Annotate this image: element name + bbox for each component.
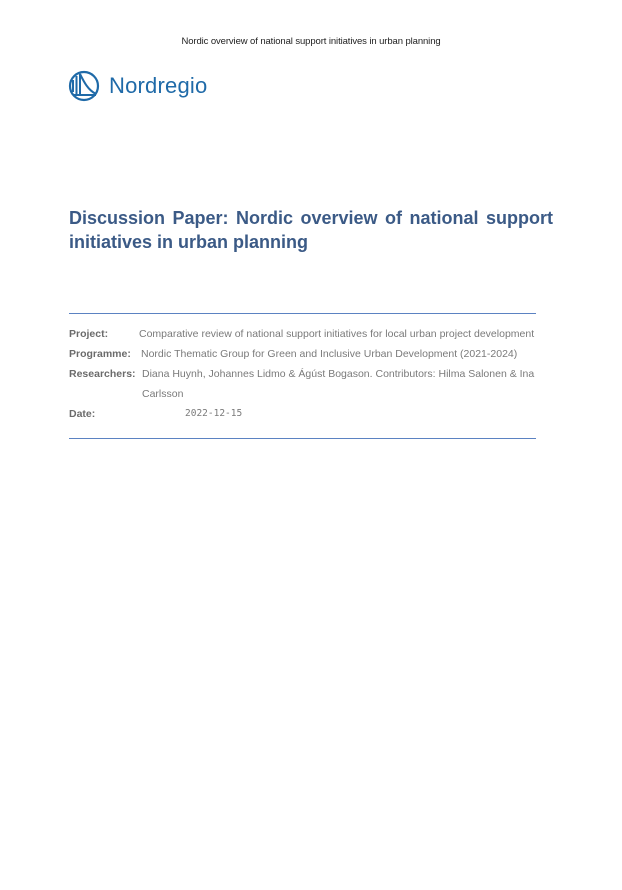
programme-value: Nordic Thematic Group for Green and Inclusive Urban Development (2021-2024) (141, 348, 518, 360)
researchers-value: Diana Huynh, Johannes Lidmo & Ágúst Bogason. Contributors: Hilma Salonen & Ina Carlsson (142, 368, 535, 400)
project-value: Comparative review of national support initiatives for local urban project development (139, 328, 535, 340)
project-label: Project: (69, 328, 109, 340)
divider-top (69, 313, 536, 314)
date-label: Date: (69, 408, 96, 420)
document-title: Discussion Paper: Nordic overview of national support initiatives in urban planning (69, 208, 553, 252)
meta-row-researchers (69, 364, 569, 404)
running-header: Nordic overview of national support initiatives in urban planning (181, 36, 441, 47)
divider-bottom (69, 438, 536, 439)
meta-row-project (69, 324, 569, 344)
nordregio-swan-circle-icon (68, 70, 100, 102)
date-value: 2022-12-15 (185, 408, 243, 419)
logo-wordmark: Nordregio (109, 73, 208, 98)
meta-row-programme (69, 344, 569, 364)
metadata-block (69, 324, 569, 424)
programme-label: Programme: (69, 348, 131, 360)
nordregio-logo (68, 70, 207, 102)
researchers-label: Researchers: (69, 368, 136, 380)
meta-row-date (69, 404, 569, 424)
